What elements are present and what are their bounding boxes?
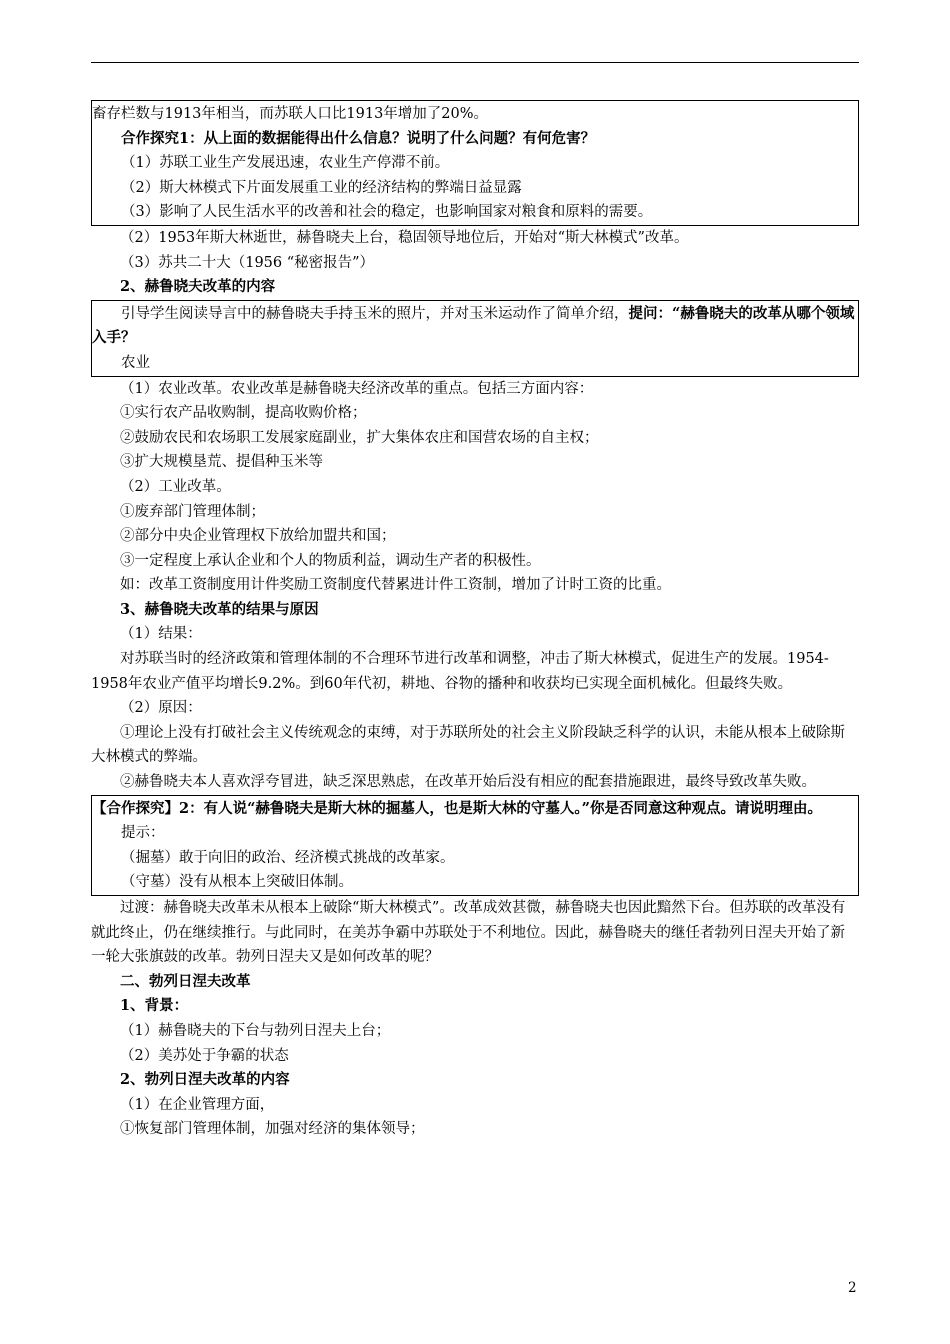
list-item: （掘墓）敢于向旧的政治、经济模式挑战的改革家。 (121, 849, 455, 866)
list-item: ②部分中央企业管理权下放给加盟共和国； (120, 528, 396, 545)
list-item: ③一定程度上承认企业和个人的物质利益，调动生产者的积极性。 (120, 552, 541, 569)
cooperation-heading: 合作探究1：从上面的数据能得出什么信息？说明了什么问题？有何危害？ (121, 129, 596, 147)
section-heading: 2、赫鲁晓夫改革的内容 (120, 278, 276, 296)
section-heading: 二、勃列日涅夫改革 (120, 972, 251, 990)
transition-paragraph: 过渡：赫鲁晓夫改革未从根本上破除“斯大林模式”。改革成效甚微，赫鲁晓夫也因此黯然下台。但苏联的改革没有就此终止，仍在继续推行。与此同时，在美苏争霸中苏联处于不利地位。因此，赫鲁晓夫的继任者勃列日涅夫开始了新一轮大张旗鼓的改革。勃列日涅夫又是如何改革的呢？ (91, 900, 846, 966)
subsection-heading: 1、背景： (120, 997, 189, 1015)
text-line: （1）农业改革。农业改革是赫鲁晓夫经济改革的重点。包括三方面内容： (120, 380, 594, 397)
result-paragraph: 对苏联当时的经济政策和管理体制的不合理环节进行改革和调整，冲击了斯大林模式，促进生产的发展。1954-1958年农业产值平均增长9.2%。到60年代初，耕地、谷物的播种和收获均已实现全面机械化。但最终失败。 (91, 651, 829, 692)
hint-label: 提示： (121, 825, 165, 842)
text-line: （2）1953年斯大林逝世，赫鲁晓夫上台，稳固领导地位后，开始对“斯大林模式”改革。 (120, 229, 689, 246)
list-item: ①实行农产品收购制，提高收购价格； (120, 405, 367, 422)
box-cooperation-1 (91, 100, 859, 226)
guide-text: 引导学生阅读导言中的赫鲁晓夫手持玉米的照片，并对玉米运动作了简单介绍， (121, 305, 629, 322)
list-item: （3）影响了人民生活水平的改善和社会的稳定，也影响国家对粮食和原料的需要。 (121, 204, 653, 221)
cooperation-question: 【合作探究】2：有人说“赫鲁晓夫是斯大林的掘墓人，也是斯大林的守墓人。”你是否同意这种观点。请说明理由。 (92, 799, 823, 817)
page-number: 2 (848, 1280, 857, 1296)
list-item: ②鼓励农民和农场职工发展家庭副业，扩大集体农庄和国营农场的自主权； (120, 429, 599, 446)
text-line: （2）工业改革。 (120, 478, 231, 495)
reason-paragraph: ①理论上没有打破社会主义传统观念的束缚，对于苏联所处的社会主义阶段缺乏科学的认识，未能从根本上破除斯大林模式的弊端。 (91, 724, 845, 766)
text-line: 畜存栏数与1913年相当，而苏联人口比1913年增加了20%。 (92, 106, 489, 122)
reason-label: （2）原因： (120, 700, 202, 717)
list-item: （2）美苏处于争霸的状态 (120, 1047, 289, 1064)
paragraph (92, 302, 858, 351)
box-cooperation-2 (91, 795, 859, 896)
text-line: （3）苏共二十大（1956 “秘密报告”） (120, 254, 375, 271)
list-item: （守墓）没有从根本上突破旧体制。 (121, 874, 353, 891)
box-guided-reading (91, 300, 859, 377)
list-item: （2）斯大林模式下片面发展重工业的经济结构的弊端日益显露 (121, 179, 522, 196)
reason-paragraph: ②赫鲁晓夫本人喜欢浮夸冒进，缺乏深思熟虑，在改革开始后没有相应的配套措施跟进，最终导致改革失败。 (120, 774, 816, 791)
list-item: （1）赫鲁晓夫的下台与勃列日涅夫上台； (120, 1022, 391, 1039)
page-content (91, 100, 859, 1142)
result-label: （1）结果： (120, 626, 202, 643)
list-item: ①废弃部门管理体制； (120, 503, 265, 520)
list-item: （1）苏联工业生产发展迅速，农业生产停滞不前。 (121, 155, 450, 172)
header-rule (91, 62, 859, 63)
list-item: （1）在企业管理方面， (120, 1096, 275, 1113)
subsection-heading: 2、勃列日涅夫改革的内容 (120, 1071, 290, 1089)
text-line: 如：改革工资制度用计件奖励工资制度代替累进计件工资制，增加了计时工资的比重。 (120, 577, 671, 594)
list-item: ①恢复部门管理体制，加强对经济的集体领导； (120, 1121, 425, 1138)
section-heading: 3、赫鲁晓夫改革的结果与原因 (120, 600, 319, 618)
list-item: ③扩大规模垦荒、提倡种玉米等 (120, 454, 323, 471)
question-text: 提问：“赫鲁晓夫的改革从哪个领域入手？ (92, 304, 855, 347)
answer-text: 农业 (121, 354, 150, 371)
